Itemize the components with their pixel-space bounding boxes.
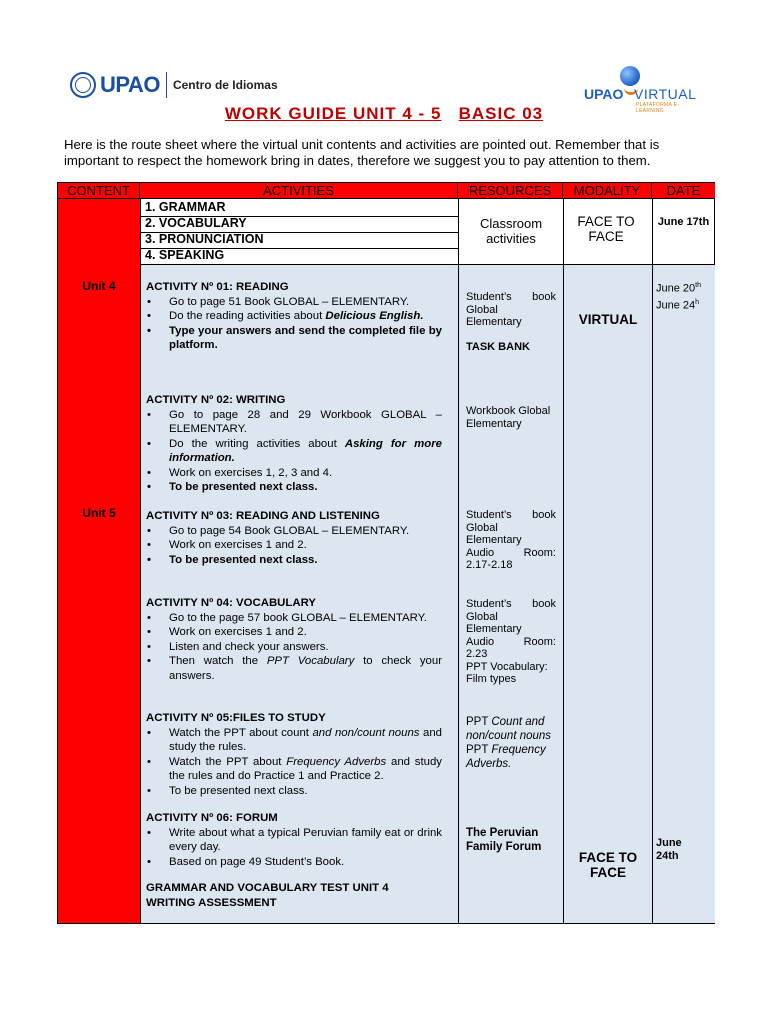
virtual-logo-sub: PLATAFORMA E-LEARNING <box>636 102 680 114</box>
activity-03-heading: ACTIVITY Nº 03: READING AND LISTENING <box>146 510 380 522</box>
activity-05-item: • Watch the PPT about Frequency Adverbs and study the rules and do Practice 1 and Practice 2. <box>146 755 442 784</box>
activity-06-item: • Based on page 49 Student’s Book. <box>146 855 442 870</box>
classroom-activities: Classroom activities <box>479 216 543 246</box>
activity-05-item: • Watch the PPT about count and non/count nouns and study the rules. <box>146 726 442 755</box>
activity-02-item: • Do the writing activities about Asking for more information. <box>146 437 442 466</box>
activity-01-item: • Go to page 51 Book GLOBAL – ELEMENTARY. <box>146 295 442 310</box>
activity-05-heading: ACTIVITY Nº 05:FILES TO STUDY <box>146 712 326 724</box>
activity-04 <box>146 596 442 683</box>
activity-04-item: • Then watch the PPT Vocabulary to check your answers. <box>146 654 442 683</box>
upao-virtual-logo <box>584 66 699 114</box>
modality-face-to-face-top: FACE TO FACE <box>577 214 635 244</box>
intro-paragraph: Here is the route sheet where the virtual unit contents and activities are pointed out. Remember that is important to respect the homework bring in dates, therefore we suggest you to pay attention to them. <box>64 137 660 168</box>
topic-pronunciation: 3. PRONUNCIATION <box>145 232 264 246</box>
content-column <box>58 199 140 923</box>
topic-vocabulary: 2. VOCABULARY <box>145 216 247 230</box>
date-june-24: June 24th <box>656 837 682 862</box>
activity-03-item: • Go to page 54 Book GLOBAL – ELEMENTARY. <box>146 524 442 539</box>
activity-03 <box>146 509 442 567</box>
activity-05-item: • To be presented next class. <box>146 784 442 799</box>
activity-01 <box>146 280 442 353</box>
virtual-logo-upao: UPAO <box>584 86 624 102</box>
title-basic: BASIC 03 <box>458 104 544 123</box>
work-guide-table <box>57 182 715 924</box>
virtual-logo-name: VIRTUAL <box>634 86 697 102</box>
date-column-bg <box>652 265 715 923</box>
page-title <box>0 104 768 124</box>
modality-face-to-face: FACE TO FACE <box>578 850 638 880</box>
resource-activity-05: PPT Count and non/count nouns PPT Frequency Adverbs. <box>466 716 552 770</box>
grammar-vocabulary-test: GRAMMAR AND VOCABULARY TEST UNIT 4 <box>146 882 389 894</box>
title-work-guide: WORK GUIDE UNIT 4 - 5 <box>224 104 442 123</box>
activity-06 <box>146 811 442 910</box>
activity-06-heading: ACTIVITY Nº 06: FORUM <box>146 812 278 824</box>
activity-04-item: • Go to the page 57 book GLOBAL – ELEMENTARY. <box>146 611 442 626</box>
topic-grammar: 1. GRAMMAR <box>145 200 226 214</box>
activity-02-heading: ACTIVITY Nº 02: WRITING <box>146 394 286 406</box>
unit-4-label: Unit 4 <box>82 279 116 293</box>
activity-02-item: • To be presented next class. <box>146 480 442 495</box>
date-june-20-24: June 20th June 24$^h$ <box>656 282 701 312</box>
activity-02-item: • Go to page 28 and 29 Workbook GLOBAL – ELEMENTARY. <box>146 408 442 437</box>
resource-activity-03: Student’s book Global Elementary Audio Room: 2.17-2.18 <box>466 509 556 571</box>
activity-03-item: • To be presented next class. <box>146 553 442 568</box>
modality-column-bg <box>563 265 652 923</box>
activity-04-item: • Work on exercises 1 and 2. <box>146 625 442 640</box>
upao-seal-icon <box>70 72 96 98</box>
header-date: DATE <box>652 183 715 199</box>
activity-02 <box>146 393 442 495</box>
resource-activity-04: Student’s book Global Elementary Audio Room: 2.23 PPT Vocabulary: Film types <box>466 598 556 685</box>
modality-virtual: VIRTUAL <box>578 312 638 327</box>
resource-activity-02: Workbook Global Elementary <box>466 405 551 430</box>
unit-5-label: Unit 5 <box>82 506 116 520</box>
topic-speaking: 4. SPEAKING <box>145 248 225 262</box>
header-activities: ACTIVITIES <box>140 183 458 199</box>
activity-04-item: • Listen and check your answers. <box>146 640 442 655</box>
centro-idiomas-label: Centro de Idiomas <box>172 78 278 92</box>
header-modality: MODALITY <box>563 183 652 199</box>
activity-01-heading: ACTIVITY Nº 01: READING <box>146 281 289 293</box>
header-resources: RESOURCES <box>458 183 563 199</box>
activity-05 <box>146 711 442 798</box>
header-content: CONTENT <box>58 183 140 199</box>
writing-assessment: WRITING ASSESSMENT <box>146 896 277 909</box>
activity-06-item: • Write about what a typical Peruvian family eat or drink every day. <box>146 826 442 855</box>
date-june-17: June 17th <box>657 216 710 228</box>
task-bank: TASK BANK <box>466 340 530 353</box>
activity-01-item: • Type your answers and send the completed file by platform. <box>146 324 442 353</box>
activity-04-heading: ACTIVITY Nº 04: VOCABULARY <box>146 597 316 609</box>
upao-logo <box>70 72 278 98</box>
activity-03-item: • Work on exercises 1 and 2. <box>146 538 442 553</box>
upao-wordmark: UPAO <box>100 72 160 97</box>
resource-peruvian-family-forum: The Peruvian Family Forum <box>466 827 542 853</box>
resource-activity-01: Student’s book Global Elementary TASK BANK <box>466 291 556 353</box>
resources-column-bg <box>458 265 563 923</box>
activity-02-item: • Work on exercises 1, 2, 3 and 4. <box>146 466 442 481</box>
activity-01-item: • Do the reading activities about Delicious English. <box>146 309 442 324</box>
